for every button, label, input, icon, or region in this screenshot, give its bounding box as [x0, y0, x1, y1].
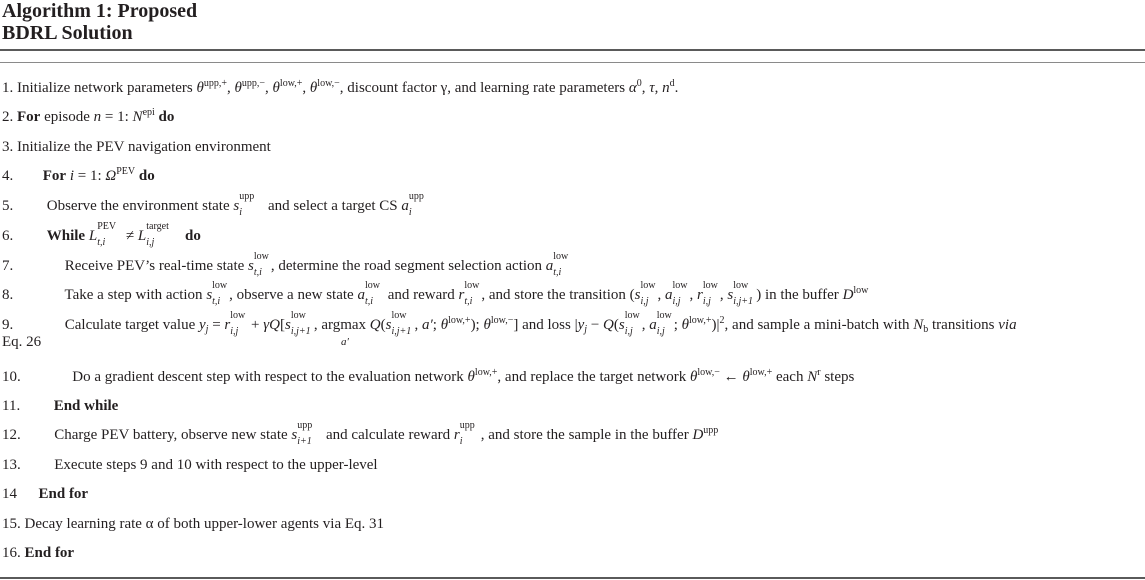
step-text: Initialize network parameters — [17, 80, 193, 96]
step-fragment: , determine the road segment selection action — [270, 258, 543, 274]
title-line-2: BDRL Solution — [2, 22, 133, 44]
step-5: 5. Observe the environment state s upp i and select a target CS a upp i — [2, 191, 424, 218]
step-text: Do a gradient descent step with respect to the evaluation network — [72, 369, 464, 385]
step-keyword: For — [42, 168, 67, 184]
do-keyword: do — [138, 168, 155, 184]
step-7: 7. Receive PEV’s real-time state s low t,i , determine the road segment selection action a low t,i — [2, 251, 569, 278]
step-fragment: , and store the transition — [481, 287, 626, 303]
step-2: 2. For episode n = 1: $N^{epi}$ do — [2, 107, 175, 125]
step-number: 4. — [2, 168, 14, 184]
step-number: 5. — [2, 198, 14, 214]
step-fragment: , discount factor γ, and learning rate parameters — [339, 80, 626, 96]
step-number: 14 — [2, 486, 17, 502]
step-13 — [2, 456, 378, 474]
step-text: episode — [44, 109, 90, 125]
top-rule — [0, 49, 1145, 51]
step-text: Charge PEV battery, observe new state — [54, 427, 288, 443]
step-keyword: For — [17, 109, 41, 125]
step-4: 4. For i = 1: $\Omega^{PEV}$ do — [2, 166, 155, 184]
step-11 — [2, 397, 118, 415]
step-fragment: and loss — [522, 317, 571, 333]
step-number: 2. — [2, 109, 14, 125]
step-fragment: , and sample a mini-batch with — [724, 317, 910, 333]
step-fragment: Eq. 26 — [2, 334, 42, 350]
step-number: 11. — [2, 398, 21, 414]
step-text: Take a step with action — [64, 287, 203, 303]
step-fragment: and calculate reward — [326, 427, 451, 443]
step-fragment: each — [775, 369, 804, 385]
bottom-rule — [0, 577, 1145, 579]
step-fragment: in the buffer — [764, 287, 839, 303]
step-3 — [2, 138, 271, 156]
step-fragment: , and replace the target network — [497, 369, 687, 385]
step-text: Initialize the PEV navigation environment — [17, 139, 271, 155]
step-14 — [2, 485, 88, 503]
title-line-1: Algorithm 1: Proposed — [2, 0, 198, 22]
step-number: 16. — [2, 545, 21, 561]
step-number: 6. — [2, 228, 14, 244]
step-keyword: End while — [53, 398, 119, 414]
step-fragment: , and store the sample in the buffer — [480, 427, 689, 443]
step-8: 8. Take a step with action s low t,i , observe a new state a low t,i and reward r low t,i , and store the transition (s low i,j , a low i,j , r low i,j , s low i,j+1 ) in the buffer $D^{low}$ — [2, 280, 869, 307]
do-keyword: do — [185, 228, 201, 244]
step-16 — [2, 544, 74, 562]
step-fragment: and reward — [387, 287, 455, 303]
step-10: 10. Do a gradient descent step with respect to the evaluation network $\theta^{low,+}$, and replace the target network $\theta^{low,-}$ ← $\theta^{low,+}$ each $N^r$ steps — [2, 367, 855, 385]
step-number: 9. — [2, 317, 14, 333]
step-number: 7. — [2, 258, 14, 274]
step-9: 9. Calculate target value $y_j = r$ low i,j + γQ[s low i,j+1 , argmax a′ Q(s low i,j+1 , a′; $\theta^{low,+}$); $\theta^{low,-}$] and loss $|y_j - Q(s$ low i,j , a low i,j ; $\theta^{low,+})|^2$, and sample a mini-batch with $N_b$ transitions via — [2, 310, 1017, 348]
step-keyword: While — [46, 228, 86, 244]
step-text: Calculate target value — [64, 317, 196, 333]
step-number: 15. — [2, 516, 21, 532]
header-rule — [0, 62, 1145, 63]
step-keyword: End for — [24, 545, 75, 561]
step-fragment: steps — [824, 369, 855, 385]
step-number: 8. — [2, 287, 14, 303]
step-keyword: End for — [38, 486, 89, 502]
step-number: 1. — [2, 80, 14, 96]
step-12: 12. Charge PEV battery, observe new state s upp i+1 and calculate reward r upp i , and store the sample in the buffer $D^{upp}$ — [2, 420, 719, 447]
step-9-continued — [2, 333, 41, 351]
step-number: 10. — [2, 369, 21, 385]
step-text: Execute steps 9 and 10 with respect to the upper-level — [54, 457, 378, 473]
step-text: Receive PEV’s real-time state — [64, 258, 245, 274]
step-fragment: transitions — [932, 317, 995, 333]
step-1: 1. Initialize network parameters $\theta^{upp,+}$, $\theta^{upp,-}$, $\theta^{low,+}$, $\theta^{low,-}$, discount factor γ, and learning rate parameters $\alpha^0$, τ, $n^d$. — [2, 78, 679, 96]
do-keyword: do — [158, 109, 175, 125]
step-6: 6. While L PEV t,i ≠ L target i,j do — [2, 221, 201, 248]
step-text: Decay learning rate α of both upper-lower agents via Eq. 31 — [24, 516, 385, 532]
step-number: 3. — [2, 139, 14, 155]
algorithm-title — [2, 0, 197, 44]
step-fragment: and select a target CS — [267, 198, 398, 214]
step-text: Observe the environment state — [46, 198, 230, 214]
via-text: via — [998, 317, 1017, 333]
step-15 — [2, 515, 384, 533]
step-number: 13. — [2, 457, 21, 473]
step-number: 12. — [2, 427, 21, 443]
step-fragment: , observe a new state — [229, 287, 354, 303]
